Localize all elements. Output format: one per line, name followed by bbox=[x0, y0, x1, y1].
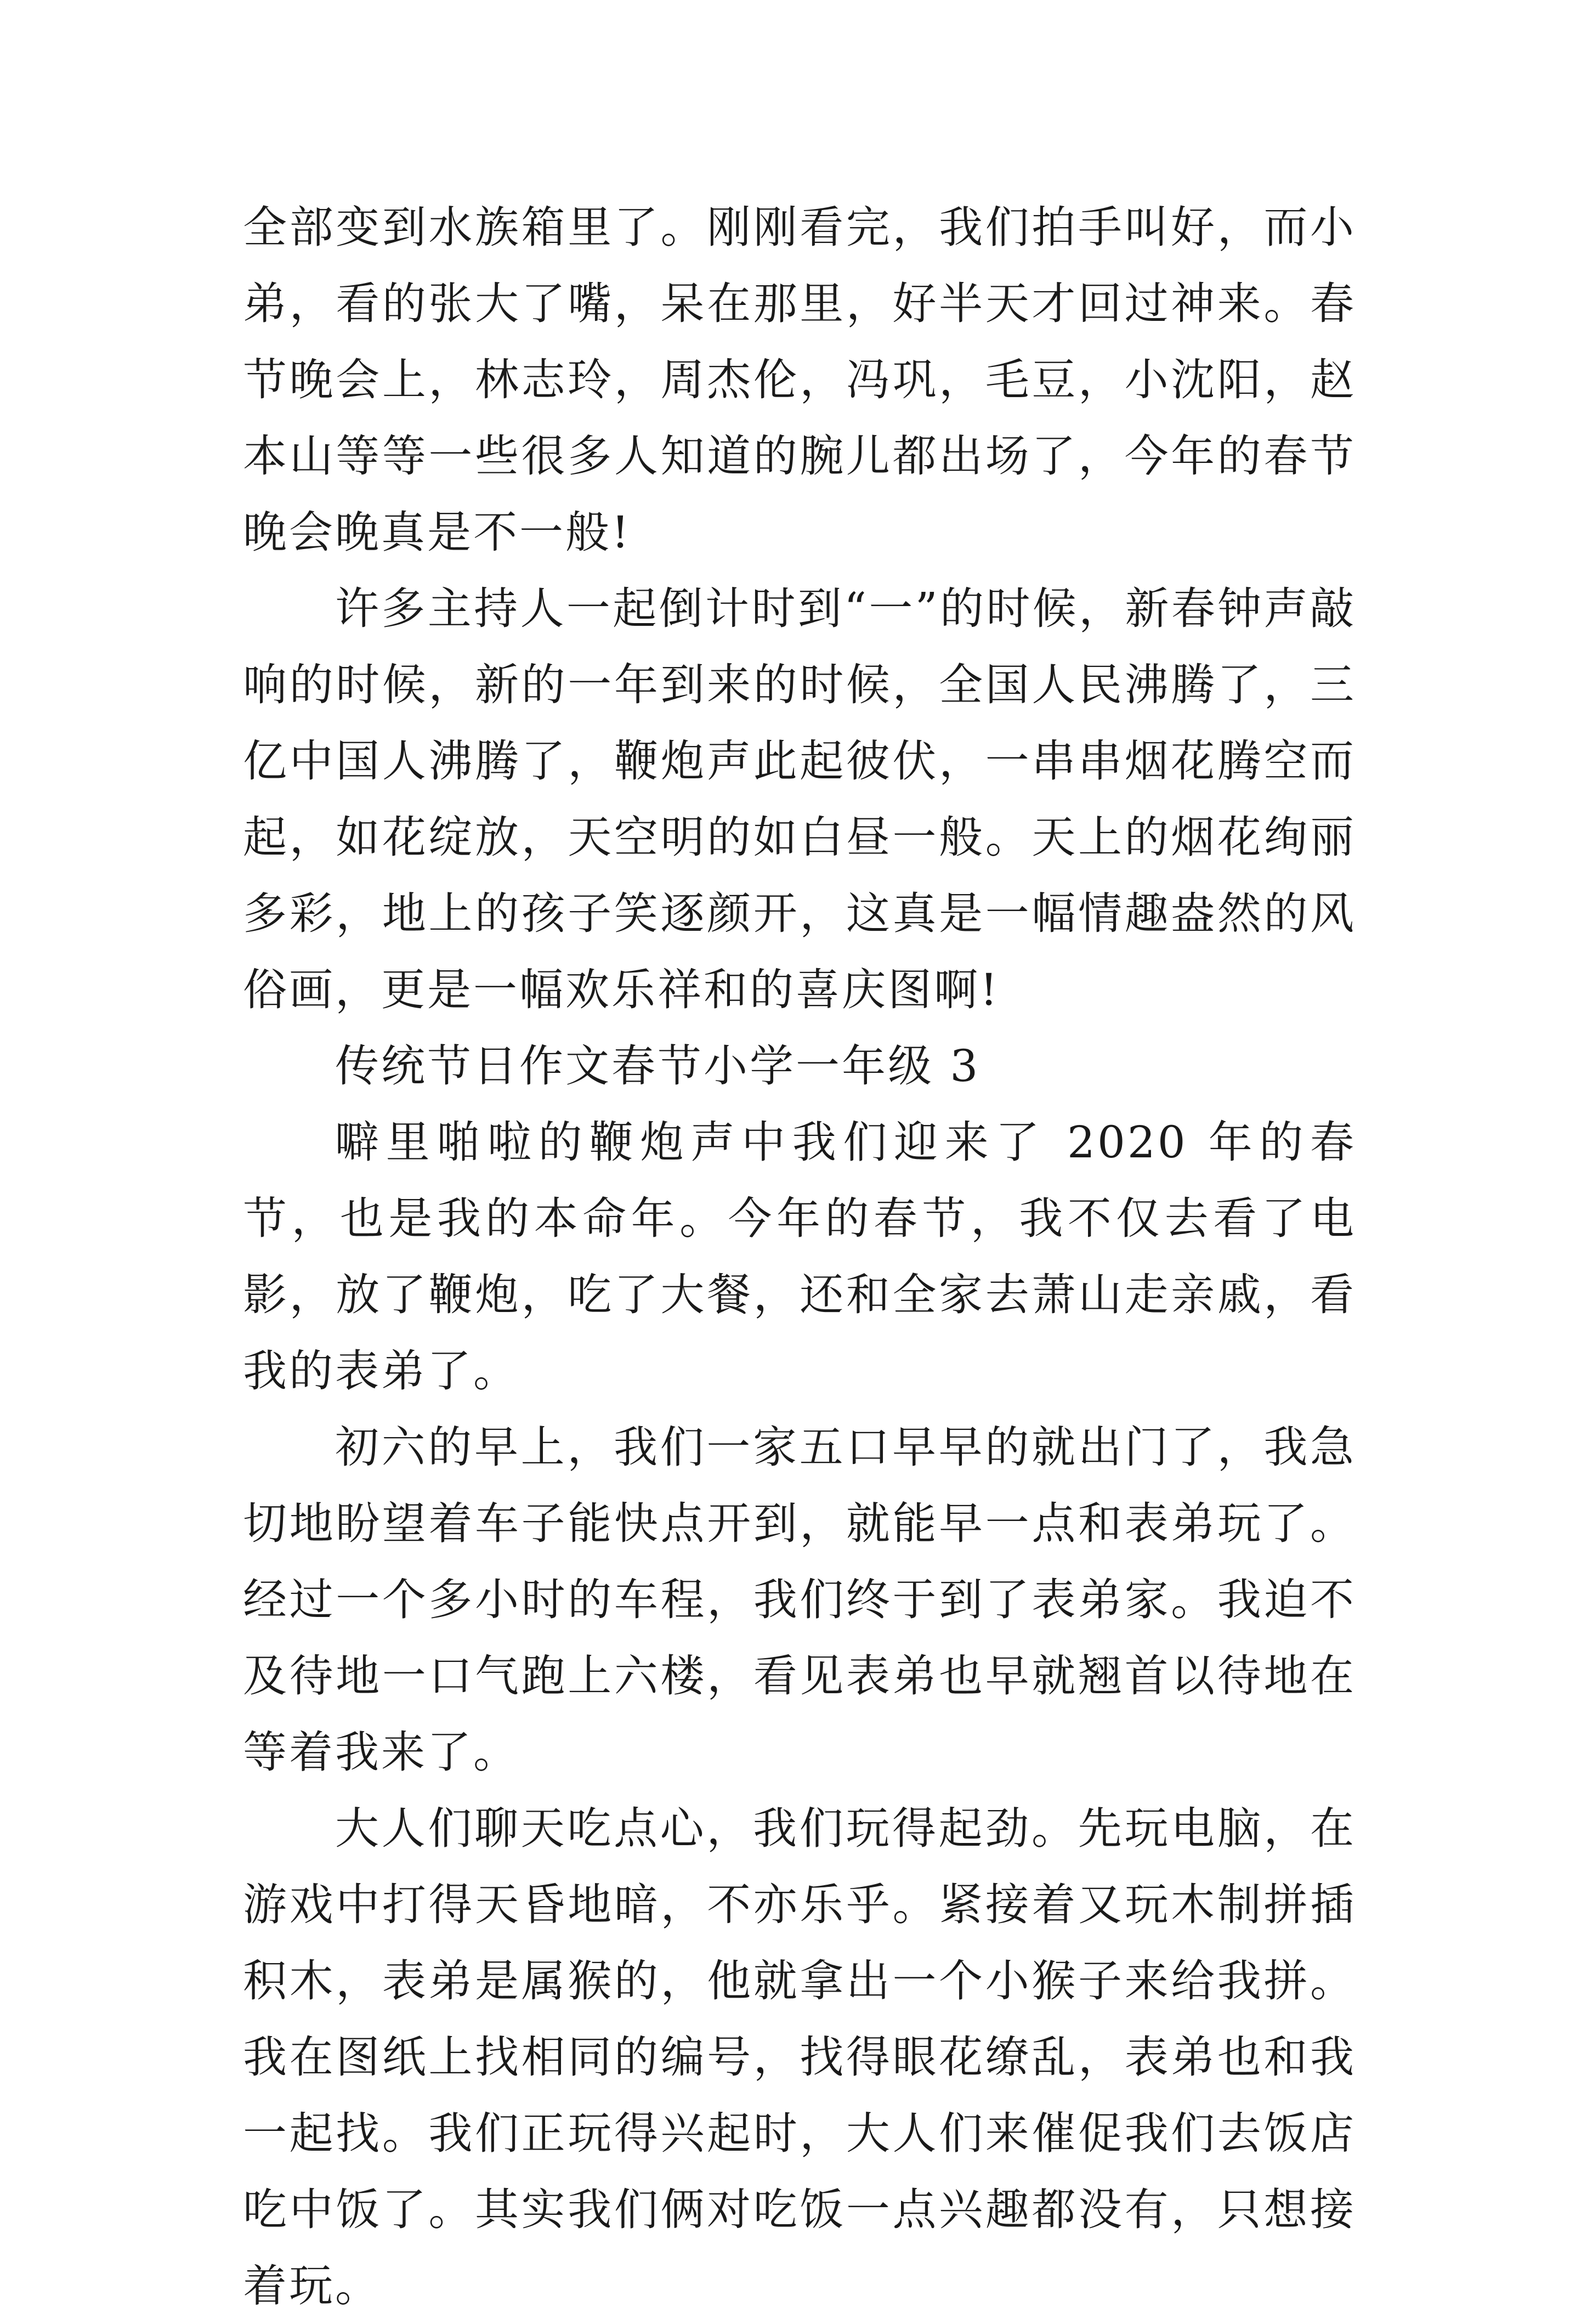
document-body bbox=[243, 189, 1356, 2324]
paragraph-playing: 大人们聊天吃点心，我们玩得起劲。先玩电脑，在游戏中打得天昏地暗，不亦乐乎。紧接着又玩木制拼插积木，表弟是属猴的，他就拿出一个小猴子来给我拼。我在图纸上找相同的编号，找得眼花缭乱，表弟也和我一起找。我们正玩得兴起时，大人们来催促我们去饭店吃中饭了。其实我们俩对吃饭一点兴趣都没有，只想接着玩。 bbox=[243, 1803, 1356, 2311]
paragraph-countdown: 许多主持人一起倒计时到“一”的时候，新春钟声敲响的时候，新的一年到来的时候，全国人民沸腾了，三亿中国人沸腾了，鞭炮声此起彼伏，一串串烟花腾空而起，如花绽放，天空明的如白昼一般。天上的烟花绚丽多彩，地上的孩子笑逐颜开，这真是一幅情趣盎然的风俗画，更是一幅欢乐祥和的喜庆图啊! bbox=[243, 583, 1356, 1015]
paragraph-spring-festival: 噼里啪啦的鞭炮声中我们迎来了 2020 年的春节，也是我的本命年。今年的春节，我不仅去看了电影，放了鞭炮，吃了大餐，还和全家去萧山走亲戚，看我的表弟了。 bbox=[243, 1117, 1356, 1396]
paragraph-continued: 全部变到水族箱里了。刚刚看完，我们拍手叫好，而小弟，看的张大了嘴，呆在那里，好半天才回过神来。春节晚会上，林志玲，周杰伦，冯巩，毛豆，小沈阳，赵本山等等一些很多人知道的腕儿都出场了，今年的春节晚会晚真是不一般! bbox=[243, 202, 1356, 558]
paragraph-visit-cousin: 初六的早上，我们一家五口早早的就出门了，我急切地盼望着车子能快点开到，就能早一点和表弟玩了。经过一个多小时的车程，我们终于到了表弟家。我迫不及待地一口气跑上六楼，看见表弟也早就翘首以待地在等着我来了。 bbox=[243, 1422, 1356, 1778]
essay-title: 传统节日作文春节小学一年级 3 bbox=[335, 1041, 980, 1092]
